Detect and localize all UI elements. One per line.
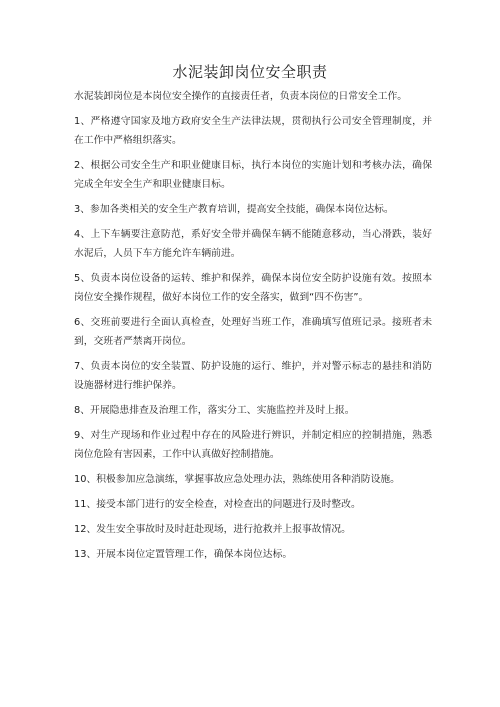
duty-item-12: 12、发生安全事故时及时赶赴现场，进行抢救并上报事故情况。 <box>74 524 351 535</box>
duty-item-6: 6、交班前要进行全面认真检查，处理好当班工作，准确填写值班记录。接班者未到，交班者严禁离开岗位。 <box>74 317 432 347</box>
duty-item-10: 10、积极参加应急演练，掌握事故应急处理办法，熟练使用各种消防设施。 <box>74 474 400 485</box>
duty-item-13: 13、开展本岗位定置管理工作，确保本岗位达标。 <box>74 549 293 560</box>
document-body <box>74 87 432 570</box>
duty-item-9: 9、对生产现场和作业过程中存在的风险进行辨识，并制定相应的控制措施，熟悉岗位危险有害因素，工作中认真做好控制措施。 <box>74 430 432 460</box>
duty-item-11: 11、接受本部门进行的安全检查，对检查出的问题进行及时整改。 <box>74 499 361 510</box>
duty-item-7: 7、负责本岗位的安全装置、防护设施的运行、维护，并对警示标志的悬挂和消防设施器材进行维护保养。 <box>74 361 432 391</box>
duty-item-3: 3、参加各类相关的安全生产教育培训，提高安全技能，确保本岗位达标。 <box>74 204 394 215</box>
duty-item-8: 8、开展隐患排查及治理工作，落实分工、实施监控并及时上报。 <box>74 405 355 416</box>
duty-item-5: 5、负责本岗位设备的运转、维护和保养，确保本岗位安全防护设施有效。按照本岗位安全操作规程，做好本岗位工作的安全落实，做到“四不伤害”。 <box>74 273 432 303</box>
duty-item-2: 2、根据公司安全生产和职业健康目标，执行本岗位的实施计划和考核办法，确保完成全年安全生产和职业健康目标。 <box>74 160 432 190</box>
intro-paragraph: 水泥装卸岗位是本岗位安全操作的直接责任者，负责本岗位的日常安全工作。 <box>74 91 408 102</box>
duty-item-4: 4、上下车辆要注意防范，系好安全带并确保车辆不能随意移动，当心滑跌，装好水泥后，人员下车方能允许车辆前进。 <box>74 229 432 259</box>
page-title: 水泥装卸岗位安全职责 <box>172 63 328 81</box>
duty-item-1: 1、严格遵守国家及地方政府安全生产法律法规，贯彻执行公司安全管理制度，并在工作中严格组织落实。 <box>74 116 432 146</box>
